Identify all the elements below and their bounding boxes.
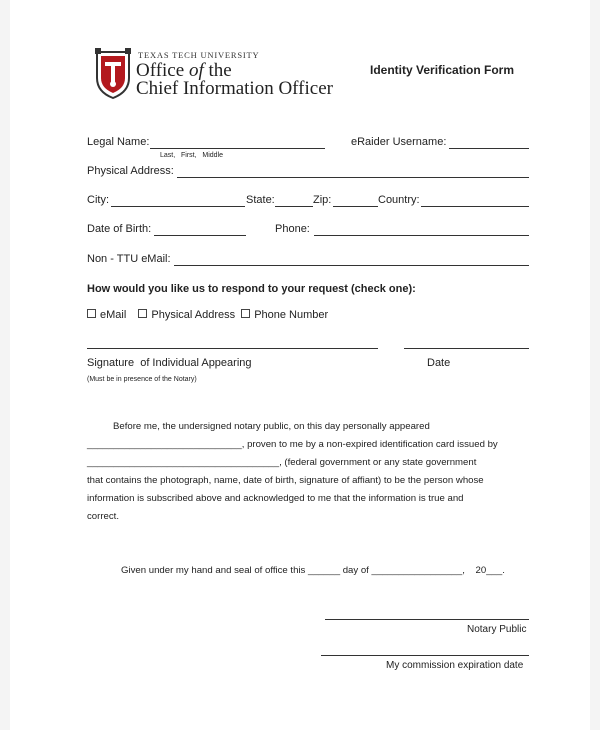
the-word: the (203, 60, 232, 81)
non-ttu-email-label: Non - TTU eMail: (87, 253, 171, 265)
city-field[interactable] (111, 206, 245, 207)
phone-label: Phone: (275, 223, 310, 235)
dob-field[interactable] (154, 235, 246, 236)
phone-field[interactable] (314, 235, 529, 236)
checkbox-physical-address[interactable] (138, 309, 147, 318)
state-label: State: (246, 194, 275, 206)
option-physical-address-label: Physical Address (151, 309, 236, 321)
signature-field[interactable] (87, 348, 378, 349)
notary-para-line2: _____________________________, proven to me by a non-expired identification card issued by (87, 439, 498, 450)
notary-presence-note: (Must be in presence of the Notary) (87, 376, 197, 383)
signature-date-field[interactable] (404, 348, 529, 349)
form-title: Identity Verification Form (370, 63, 515, 77)
notary-para-line5: information is subscribed above and acknowledged to me that the information is true and (87, 493, 464, 504)
zip-label: Zip: (313, 194, 332, 206)
option-email[interactable] (87, 309, 126, 321)
option-phone-number[interactable] (241, 309, 328, 321)
university-name: TEXAS TECH UNIVERSITY (138, 50, 260, 60)
legal-name-hint: Last, First, Middle (160, 152, 224, 159)
commission-expiration-label: My commission expiration date (386, 660, 524, 671)
dob-label: Date of Birth: (87, 223, 152, 235)
state-field[interactable] (275, 206, 313, 207)
country-field[interactable] (421, 206, 529, 207)
form-page (10, 0, 590, 730)
city-label: City: (87, 194, 109, 206)
response-options (87, 309, 328, 321)
non-ttu-email-field[interactable] (174, 265, 529, 266)
option-phone-number-label: Phone Number (254, 309, 329, 321)
eraider-label: eRaider Username: (351, 136, 447, 148)
signature-label: Signature of Individual Appearing (87, 357, 252, 369)
notary-para-line6: correct. (87, 511, 119, 522)
checkbox-phone-number[interactable] (241, 309, 250, 318)
of-word: of (188, 60, 204, 81)
country-label: Country: (378, 194, 420, 206)
notary-public-signature-field[interactable] (325, 619, 529, 620)
ttu-seal-logo (93, 48, 133, 100)
notary-para-line1: Before me, the undersigned notary public, on this day personally appeared (113, 421, 430, 432)
legal-name-label: Legal Name: (87, 136, 150, 148)
option-email-label: eMail (100, 309, 127, 321)
physical-address-field[interactable] (177, 177, 529, 178)
office-word: Office (136, 60, 189, 81)
office-title-line2: Chief Information Officer (136, 78, 333, 99)
notary-para-line4: that contains the photograph, name, date of birth, signature of affiant) to be the person whose (87, 475, 484, 486)
legal-name-field[interactable] (150, 148, 325, 149)
given-under-hand-line: Given under my hand and seal of office this ______ day of _________________, 20___. (121, 565, 505, 576)
notary-public-label: Notary Public (467, 624, 527, 635)
eraider-field[interactable] (449, 148, 529, 149)
physical-address-label: Physical Address: (87, 165, 174, 177)
option-physical-address[interactable] (138, 309, 235, 321)
commission-expiration-field[interactable] (321, 655, 529, 656)
zip-field[interactable] (333, 206, 378, 207)
response-question: How would you like us to respond to your request (check one): (87, 283, 416, 295)
checkbox-email[interactable] (87, 309, 96, 318)
notary-para-line3: ____________________________________, (federal government or any state government (87, 457, 477, 468)
signature-date-label: Date (427, 357, 451, 369)
